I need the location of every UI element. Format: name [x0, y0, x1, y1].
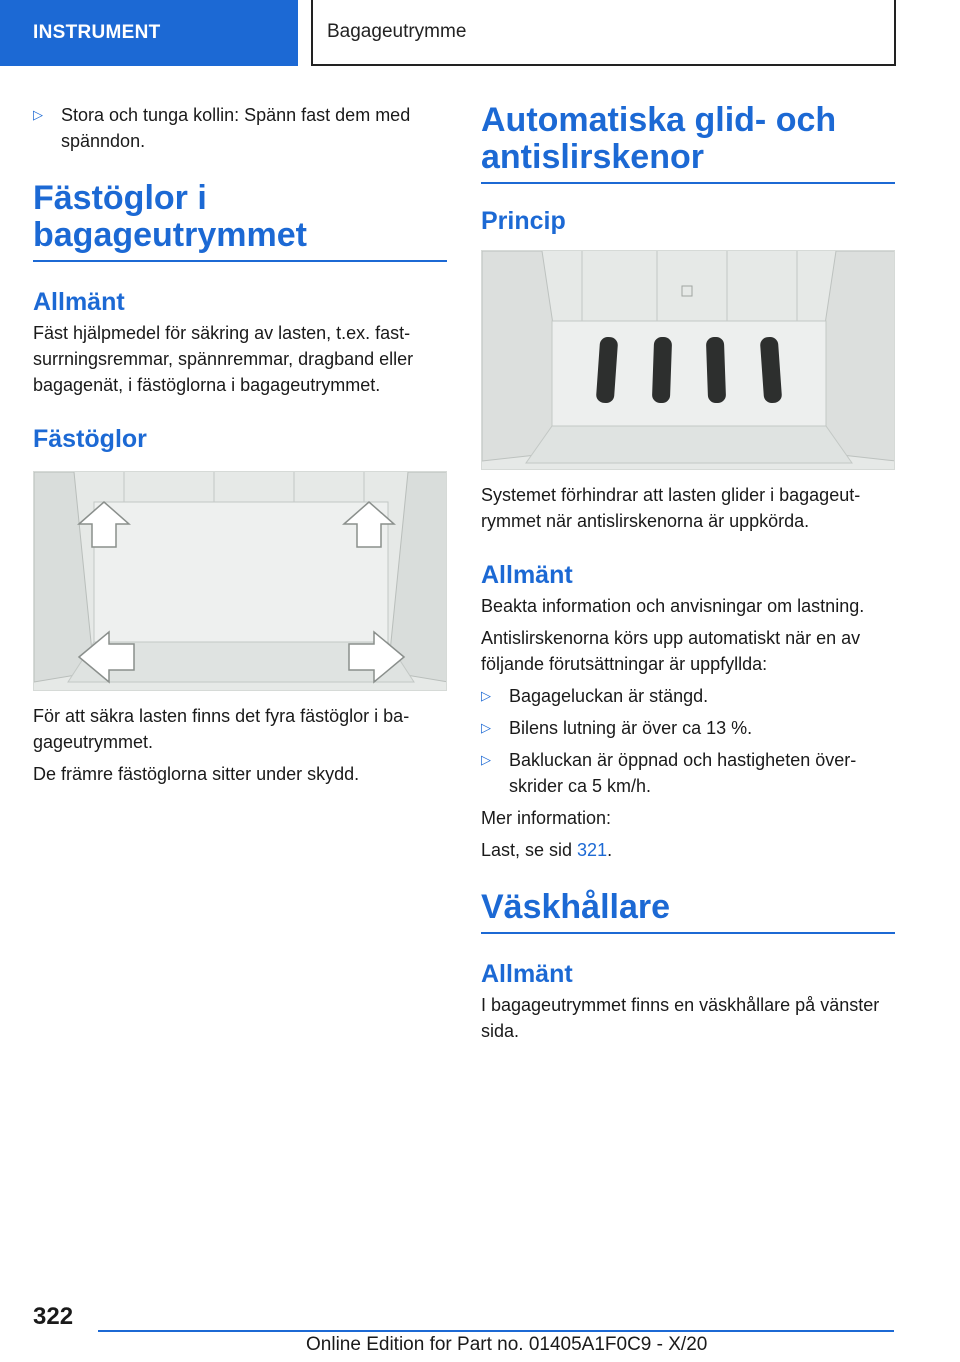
header-section-tab[interactable]: [0, 0, 298, 66]
allmant-text: Fäst hjälpmedel för säkring av lasten, t.ex. fastsurrningsremmar, spännremmar, dragband eller bagagenät, i fästöglorna i bagageutrymmet.: [33, 323, 414, 395]
more-info-label: Mer information:: [481, 808, 612, 828]
footer-divider: [98, 1330, 894, 1332]
subsection-title-allmant-3: Allmänt: [481, 960, 573, 988]
anti-slip-rail: [706, 337, 726, 404]
bullet-triangle-icon: ▷: [481, 688, 491, 703]
list-item: [481, 747, 895, 799]
section-title-vaskhallare: Väskhållare: [481, 889, 895, 934]
reference-prefix: Last, se sid: [481, 840, 578, 860]
page-reference: [481, 837, 895, 863]
princip-text: Systemet förhindrar att lasten glider i bagageutrymmet när antislirskenorna är uppkörda.: [481, 485, 861, 531]
anti-slip-rail: [652, 337, 672, 404]
section-title-antislirskenor: Automatiska glid- och antislirskenor: [481, 102, 895, 184]
vaskhallare-text: I bagageutrymmet finns en väskhållare på vänster sida.: [481, 995, 880, 1041]
reference-suffix: .: [607, 840, 613, 860]
subsection-title-allmant-2: Allmänt: [481, 561, 573, 589]
subsection-title-allmant: Allmänt: [33, 288, 125, 316]
header-chapter-box: [311, 0, 896, 66]
allmant2-para-2: Antislirskenorna körs upp automatiskt när en av följande förutsättningar är uppfyllda:: [481, 628, 861, 674]
footer-edition-text: Online Edition for Part no. 01405A1F0C9 - X/20: [306, 1334, 708, 1355]
bullet-text: Stora och tunga kollin: Spänn fast dem med spänndon.: [61, 105, 411, 151]
fastoglor-para-1: För att säkra lasten finns det fyra fästöglor i bagageutrymmet.: [33, 706, 410, 752]
subsection-title-princip: Princip: [481, 207, 566, 235]
left-column: [33, 102, 447, 793]
list-item: [481, 683, 895, 709]
bullet-text: Bakluckan är öppnad och hastigheten överskrider ca 5 km/h.: [509, 750, 857, 796]
bullet-triangle-icon: ▷: [481, 752, 491, 767]
page-link-321[interactable]: 321: [577, 840, 608, 860]
bullet-triangle-icon: ▷: [481, 720, 491, 735]
cargo-area-illustration: [33, 471, 447, 691]
right-column: [481, 102, 895, 1050]
subsection-title-fastoglor: Fästöglor: [33, 425, 147, 453]
anti-slip-drawing: [482, 251, 895, 470]
cargo-area-drawing: [34, 472, 447, 691]
allmant2-para-1: Beakta information och anvisningar om lastning.: [481, 596, 865, 616]
section-title-fastoglor: Fästöglor i bagageutrymmet: [33, 180, 447, 262]
anti-slip-rails-illustration: [481, 250, 895, 470]
fastoglor-para-2: De främre fästöglorna sitter under skydd.: [33, 764, 360, 784]
list-item: [481, 715, 895, 741]
header-section-label: INSTRUMENT: [33, 22, 161, 43]
bullet-text: Bilens lutning är över ca 13 %.: [509, 718, 753, 738]
list-item: [33, 102, 447, 154]
header-chapter-label: Bagageutrymme: [327, 21, 467, 42]
bullet-triangle-icon: ▷: [33, 107, 43, 122]
bullet-text: Bagageluckan är stängd.: [509, 686, 709, 706]
page-number: 322: [33, 1303, 74, 1330]
